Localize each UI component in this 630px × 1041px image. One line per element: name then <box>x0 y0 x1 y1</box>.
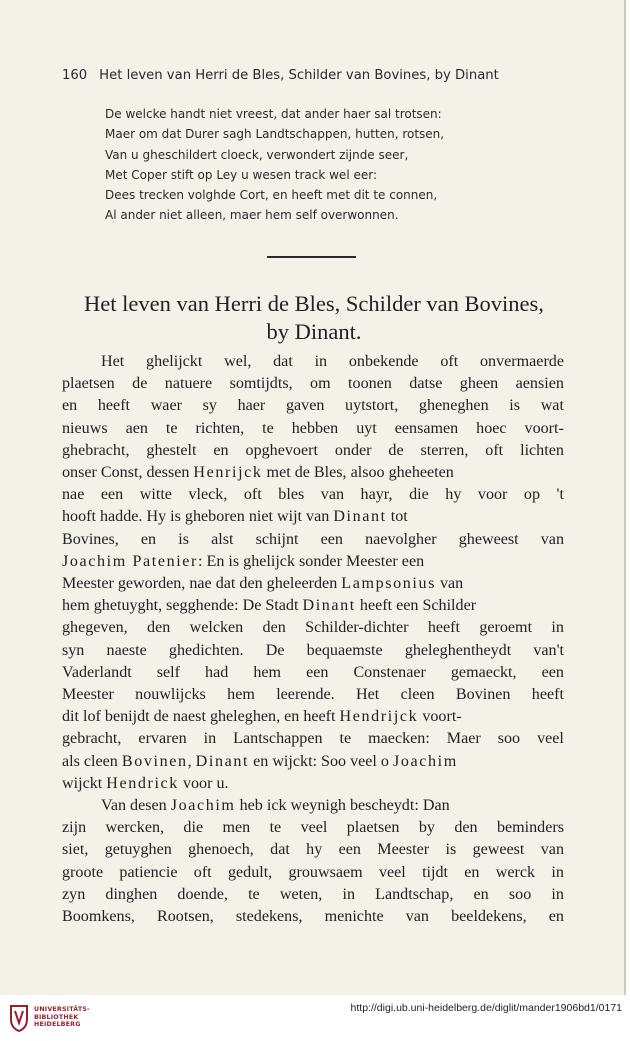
word: Bovines, <box>62 530 119 548</box>
word: den <box>147 619 171 637</box>
word: nae <box>62 486 85 504</box>
word: hayr, <box>360 486 393 504</box>
word: aensien <box>515 375 564 393</box>
word: nouwlijcks <box>135 686 206 704</box>
word: welcken <box>189 619 244 637</box>
word: leerende. <box>276 686 335 704</box>
word: in <box>551 863 564 881</box>
word: soo <box>508 885 532 903</box>
text-line <box>62 884 564 906</box>
word: voort- <box>524 419 564 437</box>
word: is <box>178 530 189 548</box>
text-line <box>62 484 564 506</box>
verse-line: Dees trecken volghde Cort, en heeft met dit te connen, <box>105 188 438 203</box>
word: oft <box>243 486 262 504</box>
word: syn <box>62 641 85 659</box>
word: gedult, <box>227 863 273 881</box>
word: natuere <box>164 375 213 393</box>
word: hy <box>306 841 323 859</box>
word: gaven <box>285 397 325 415</box>
word: beminders <box>496 819 564 837</box>
word: somtijdts, <box>229 375 293 393</box>
word: en <box>464 863 480 881</box>
word: siet, <box>62 841 89 859</box>
word: zijn <box>62 819 87 837</box>
word: Schilder-dichter <box>305 619 409 637</box>
verse-line: Van u gheschildert cloeck, verwondert zijnde seer, <box>105 147 409 162</box>
word: zyn <box>62 885 86 903</box>
word: uyt <box>356 419 377 437</box>
word: ghestelt <box>146 441 197 459</box>
word: een <box>541 663 564 681</box>
word: onbekende <box>348 353 419 370</box>
chapter-title-line-2: by Dinant. <box>266 319 362 344</box>
word: dat <box>273 353 293 370</box>
word: sy <box>202 397 217 415</box>
word: alst <box>211 530 234 548</box>
verse-line: Met Coper stift op Ley u wesen track wel eer: <box>105 167 377 182</box>
text-line: hooft hadde. Hy is gheboren niet wijt van Dinant tot <box>62 506 564 528</box>
text-line: Van desen Joachim heb ick weynigh bescheydt: Dan <box>62 795 564 817</box>
word: Lantschappen <box>233 730 323 748</box>
text-line <box>62 862 564 884</box>
word: een <box>306 663 329 681</box>
word: den <box>262 619 286 637</box>
body-text <box>62 351 564 928</box>
word: te <box>262 419 274 437</box>
word: in <box>314 353 328 370</box>
word: 't <box>556 486 564 504</box>
word: plaetsen <box>346 819 400 837</box>
word: cleen <box>400 686 435 704</box>
word: uytstort, <box>345 397 399 415</box>
text-line: als cleen Bovinen , Dinant en wijckt: Soo veel o Joachim <box>62 751 564 773</box>
word: in <box>551 619 564 637</box>
word: hebben <box>291 419 339 437</box>
word: van <box>320 486 345 504</box>
word: hem <box>227 686 255 704</box>
text-line <box>62 640 564 662</box>
word: veel <box>300 819 328 837</box>
word: gheen <box>459 375 499 393</box>
word: dinghen <box>105 885 158 903</box>
word: naevolgher <box>365 530 437 548</box>
word: tijdt <box>422 863 448 881</box>
word: den <box>454 819 478 837</box>
word: soo <box>497 730 521 748</box>
word: schijnt <box>255 530 299 548</box>
word: waer <box>150 397 182 415</box>
word: in <box>342 885 355 903</box>
word: wat <box>540 397 564 415</box>
word: eensamen <box>394 419 459 437</box>
text-line: wijckt Hendrick voor u. <box>62 773 564 795</box>
spaced-name: Dinant <box>195 752 250 770</box>
word: gheweest <box>458 530 519 548</box>
word: oft <box>440 353 459 370</box>
word: oft <box>485 441 504 459</box>
word: te <box>269 819 282 837</box>
word: en <box>548 908 564 926</box>
word: menichte <box>324 908 384 926</box>
text-line: Joachim Patenier : En is ghelijck sonder Meester een <box>62 551 564 573</box>
word: opghevoert <box>245 441 318 459</box>
text-line <box>62 684 564 706</box>
word: Landtschap, <box>375 885 454 903</box>
word: bles <box>278 486 305 504</box>
word: de <box>132 375 148 393</box>
text-line <box>62 839 564 861</box>
word: witte <box>139 486 172 504</box>
word: veel <box>537 730 564 748</box>
word: heeft <box>531 686 564 704</box>
word: by <box>418 819 435 837</box>
verse-line: Maer om dat Durer sagh Landtschappen, hutten, rotsen, <box>105 127 445 142</box>
word: patiencie <box>119 863 178 881</box>
word: onvermaerde <box>480 353 564 370</box>
word: maecken: <box>368 730 430 748</box>
word: die <box>409 486 429 504</box>
text-line <box>62 440 564 462</box>
spaced-name: Joachim <box>393 752 458 770</box>
university-library-logo-icon <box>8 1003 30 1033</box>
text-line <box>62 817 564 839</box>
page-number: 160 <box>62 68 88 83</box>
word: stedekens, <box>235 908 303 926</box>
word: dat <box>270 841 290 859</box>
text-line: hem ghetuyght, segghende: De Stadt Dinant heeft een Schilder <box>62 595 564 617</box>
verse-line: De welcke handt niet vreest, dat ander haer sal trotsen: <box>105 107 442 121</box>
word: ghenoech, <box>188 841 254 859</box>
running-head <box>62 68 562 83</box>
word: Meester <box>62 686 114 704</box>
word: oft <box>193 863 212 881</box>
spaced-name: Dinant <box>302 597 356 615</box>
word: Het <box>101 353 125 370</box>
text-line <box>62 351 564 373</box>
word: van't <box>533 641 564 659</box>
word: van <box>540 841 564 859</box>
spaced-name: Bovinen <box>121 752 188 770</box>
text-line: dit lof benijdt de naest gheleghen, en heeft Hendrijck voort- <box>62 706 564 728</box>
word: hem <box>253 663 282 681</box>
spaced-name: Hendrijck <box>339 708 419 726</box>
text-line: Meester geworden, nae dat den gheleerden Lampsonius van <box>62 573 564 595</box>
word: haer <box>237 397 266 415</box>
word: ghegeven, <box>62 619 128 637</box>
word: toonen <box>348 375 392 393</box>
word: men <box>222 819 251 837</box>
word: een <box>100 486 124 504</box>
word: bequaemste <box>306 641 383 659</box>
word: veel <box>378 863 406 881</box>
word: geweest <box>472 841 525 859</box>
text-line <box>62 418 564 440</box>
word: ghebracht, <box>62 441 130 459</box>
word: om <box>310 375 331 393</box>
verse-line: Al ander niet alleen, maer hem self overwonnen. <box>105 208 399 223</box>
permalink-url[interactable]: http://digi.ub.uni-heidelberg.de/diglit/mander1906bd1/0171 <box>350 1002 622 1014</box>
word: een <box>338 841 361 859</box>
word: self <box>156 663 180 681</box>
spaced-name: Hendrick <box>106 774 179 792</box>
word: nieuws <box>62 419 108 437</box>
word: heeft <box>427 619 460 637</box>
chapter-title <box>55 290 573 346</box>
word: op <box>523 486 541 504</box>
chapter-title-line-1: Het leven van Herri de Bles, Schilder van Bovines, <box>84 291 544 316</box>
word: gheleghentheydt <box>404 641 512 659</box>
text-line <box>62 906 564 928</box>
spaced-name: Joachim Patenier <box>62 552 198 570</box>
word: ghedichten. <box>168 641 244 659</box>
word: gemaeckt, <box>450 663 517 681</box>
word: Boomkens, <box>62 908 135 926</box>
word: had <box>205 663 229 681</box>
word: groote <box>62 863 104 881</box>
word: een <box>320 530 343 548</box>
word: en <box>140 530 157 548</box>
word: wercken, <box>105 819 165 837</box>
text-line <box>62 529 564 551</box>
word: heeft <box>97 397 131 415</box>
word: is <box>445 841 457 859</box>
word: doende, <box>177 885 228 903</box>
word: werck <box>495 863 536 881</box>
word: ervaren <box>138 730 187 748</box>
word: onder <box>334 441 372 459</box>
word: wel, <box>224 353 252 370</box>
section-divider <box>267 256 356 258</box>
word: richten, <box>195 419 245 437</box>
word: geroemt <box>479 619 533 637</box>
running-head-title: Het leven van Herri de Bles, Schilder van Bovines, by Dinant <box>99 68 499 83</box>
spaced-name: Dinant <box>333 508 387 526</box>
spaced-name: Henrijck <box>193 464 263 482</box>
text-line <box>62 728 564 750</box>
word: en <box>62 397 78 415</box>
word: in <box>203 730 217 748</box>
word: voor <box>477 486 508 504</box>
word: Rootsen, <box>157 908 214 926</box>
verse-block <box>105 104 525 226</box>
word: vleck, <box>188 486 228 504</box>
word: hy <box>445 486 462 504</box>
word: aen <box>125 419 148 437</box>
word: te <box>165 419 178 437</box>
word: Vaderlandt <box>62 663 132 681</box>
word: gheneghen <box>418 397 489 415</box>
spaced-name: Lampsonius <box>341 575 436 593</box>
text-line: onser Const, dessen Henrijck met de Bles, alsoo gheheeten <box>62 462 564 484</box>
word: Het <box>356 686 380 704</box>
word: sterren, <box>420 441 469 459</box>
word: naeste <box>106 641 147 659</box>
word: van <box>540 530 564 548</box>
word: van <box>405 908 429 926</box>
word: en <box>473 885 489 903</box>
word: de <box>388 441 404 459</box>
word: plaetsen <box>62 375 115 393</box>
word: te <box>339 730 352 748</box>
word: die <box>183 819 204 837</box>
word: Maer <box>446 730 481 748</box>
word: beeldekens, <box>451 908 527 926</box>
text-line <box>62 395 564 417</box>
library-name: UNIVERSITÄTS- BIBLIOTHEK HEIDELBERG <box>34 1006 90 1029</box>
word: in <box>551 885 564 903</box>
text-line <box>62 662 564 684</box>
word: De <box>265 641 285 659</box>
word: ghelijckt <box>146 353 203 370</box>
word: getuyghen <box>104 841 172 859</box>
word: Meester <box>377 841 430 859</box>
word: weten, <box>279 885 323 903</box>
word: Constenaer <box>353 663 426 681</box>
word: hoec <box>476 419 507 437</box>
text-line <box>62 617 564 639</box>
word: en <box>213 441 229 459</box>
word: datse <box>409 375 443 393</box>
word: te <box>248 885 260 903</box>
word: Bovinen <box>455 686 511 704</box>
text-line <box>62 373 564 395</box>
word: is <box>509 397 521 415</box>
word: gebracht, <box>62 730 122 748</box>
spaced-name: Joachim <box>170 797 236 815</box>
word: lichten <box>520 441 564 459</box>
word: grouwsaem <box>288 863 363 881</box>
